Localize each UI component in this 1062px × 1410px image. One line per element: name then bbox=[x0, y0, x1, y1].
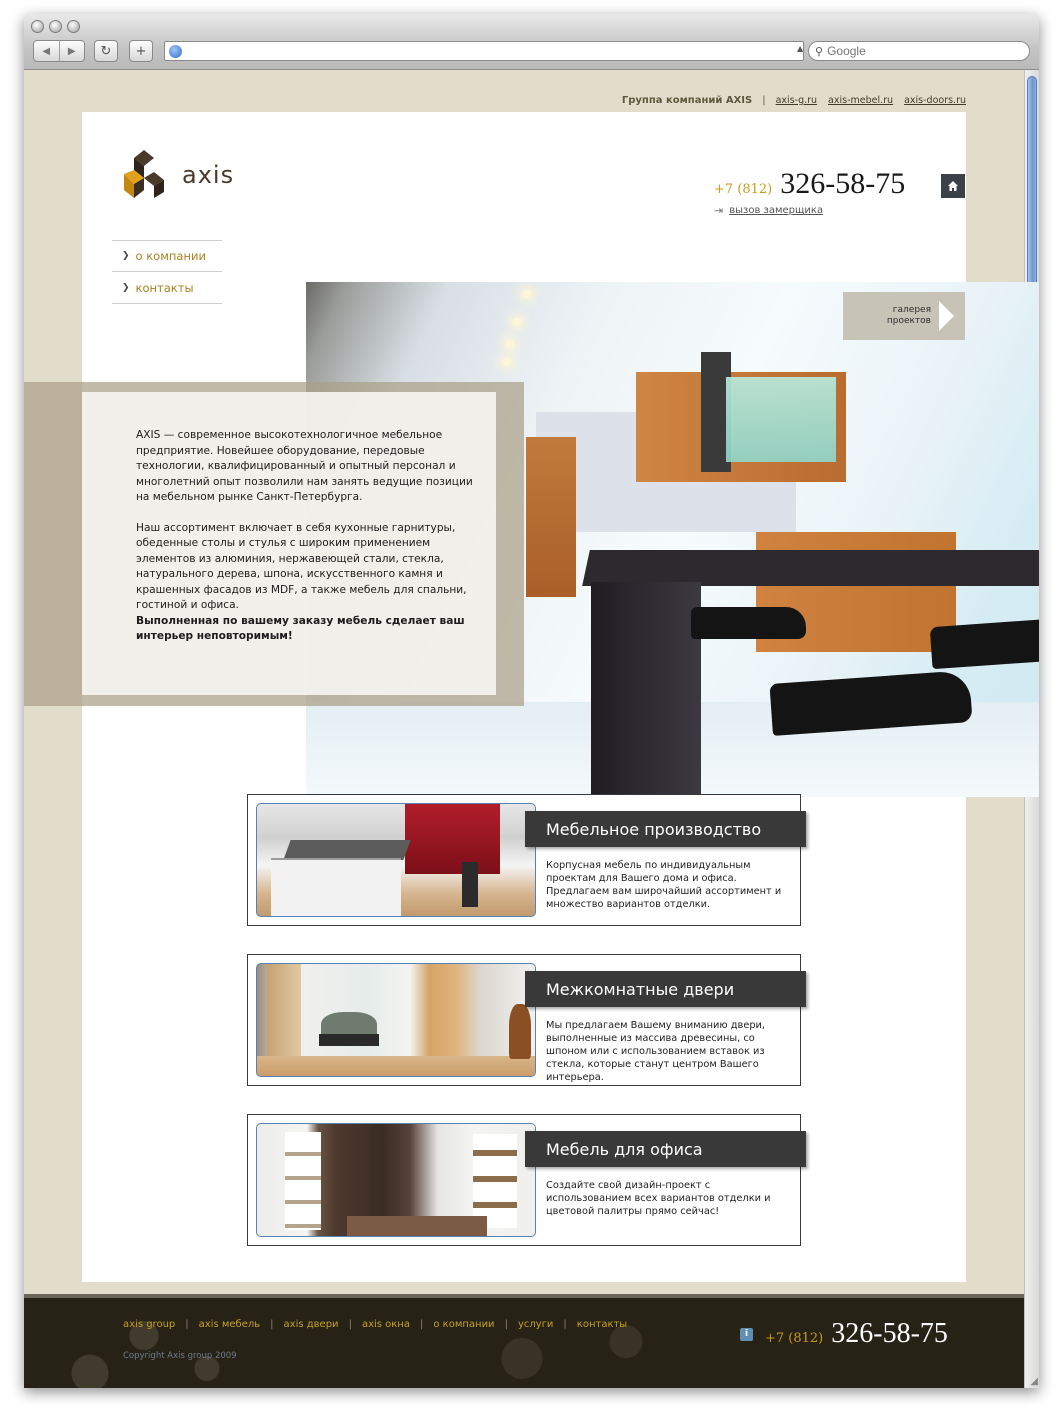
card-office[interactable] bbox=[247, 1114, 801, 1246]
home-button[interactable] bbox=[941, 174, 965, 198]
gallery-label-line2: проектов bbox=[886, 316, 931, 326]
search-input[interactable] bbox=[827, 44, 1007, 58]
add-bookmark-button[interactable]: + bbox=[129, 40, 153, 62]
footer-link-axis-doors[interactable]: axis двери bbox=[283, 1319, 339, 1330]
gallery-projects-button[interactable] bbox=[843, 292, 965, 340]
link-axis-mebel[interactable]: axis-mebel.ru bbox=[828, 95, 894, 106]
card-doors[interactable] bbox=[247, 954, 801, 1086]
footer-link-about[interactable]: о компании bbox=[433, 1319, 495, 1330]
menu-item-label: контакты bbox=[135, 280, 194, 295]
logo[interactable] bbox=[122, 150, 234, 200]
footer bbox=[24, 1294, 1024, 1388]
card-title[interactable]: Межкомнатные двери bbox=[525, 971, 806, 1007]
globe-icon bbox=[169, 45, 182, 58]
footer-link-axis-windows[interactable]: axis окна bbox=[361, 1319, 410, 1330]
furniture-photo bbox=[256, 803, 536, 917]
footer-link-contacts[interactable]: контакты bbox=[576, 1319, 628, 1330]
minimize-window-button[interactable] bbox=[49, 20, 62, 33]
intro-panel bbox=[82, 392, 496, 695]
intro-assortment: Наш ассортимент включает в себя кухонные гарнитуры, обеденные столы и стулья с широким применением элементов из алюминия, нержавеющей стали, стекла, натурального дерева, шпона, искусственного камня и крашенных фасадов из MDF, а также мебель для спальни, гостиной и офиса. bbox=[136, 521, 467, 611]
footer-separator: | bbox=[504, 1319, 508, 1330]
chevron-right-icon: ❯ bbox=[122, 251, 130, 261]
menu-item-about[interactable] bbox=[112, 240, 222, 272]
ornament-decoration bbox=[54, 1298, 234, 1388]
footer-phone bbox=[740, 1318, 948, 1350]
callback-link[interactable]: вызов замерщика bbox=[729, 205, 824, 216]
axis-logo-icon bbox=[122, 150, 170, 200]
header-phone bbox=[714, 167, 905, 201]
phone-code: +7 (812) bbox=[714, 182, 773, 197]
menu-item-label: о компании bbox=[135, 249, 206, 263]
footer-link-services[interactable]: услуги bbox=[517, 1319, 554, 1330]
doors-photo bbox=[256, 963, 536, 1077]
footer-separator: | bbox=[563, 1319, 567, 1330]
intro-closing: Выполненная по вашему заказу мебель сделает ваш интерьер неповторимым! bbox=[136, 614, 465, 642]
footer-link-axis-mebel[interactable]: axis мебель bbox=[198, 1319, 261, 1330]
card-furniture[interactable] bbox=[247, 794, 801, 926]
footer-phone-number: 326-58-75 bbox=[831, 1318, 948, 1349]
callback-link-row[interactable] bbox=[714, 204, 823, 217]
card-title[interactable]: Мебель для офиса bbox=[525, 1131, 806, 1167]
footer-separator: | bbox=[185, 1319, 189, 1330]
intro-lead: AXIS — современное высокотехнологичное мебельное предприятие. Новейшее оборудование, передовые технологии, квалифицированный и опытный персонал и многолетний опыт позволили нам занять ведущие позиции на мебельном рынке Санкт-Петербурга. bbox=[136, 429, 473, 503]
search-field[interactable] bbox=[808, 41, 1030, 61]
link-axis-g[interactable]: axis-g.ru bbox=[775, 95, 818, 106]
address-dropdown-icon[interactable]: ▲ bbox=[797, 44, 804, 53]
web-page bbox=[24, 70, 1024, 1388]
back-button[interactable]: ◀ bbox=[34, 41, 60, 61]
exit-arrow-icon: ⇥ bbox=[714, 204, 724, 217]
side-menu bbox=[112, 240, 222, 304]
phone-number: 326-58-75 bbox=[780, 167, 906, 200]
link-axis-doors[interactable]: axis-doors.ru bbox=[904, 95, 966, 106]
footer-separator: | bbox=[348, 1319, 352, 1330]
back-forward-buttons bbox=[33, 40, 85, 62]
footer-nav bbox=[123, 1319, 627, 1330]
zoom-window-button[interactable] bbox=[67, 20, 80, 33]
office-photo bbox=[256, 1123, 536, 1237]
group-label: Группа компаний AXIS bbox=[621, 95, 753, 106]
card-title[interactable]: Мебельное производство bbox=[525, 811, 806, 847]
search-icon: ⚲ bbox=[815, 44, 824, 58]
info-icon[interactable]: i bbox=[740, 1328, 753, 1341]
footer-link-axis-group[interactable]: axis group bbox=[123, 1319, 176, 1330]
play-arrow-icon bbox=[939, 301, 954, 331]
reload-button[interactable]: ↻ bbox=[94, 40, 118, 62]
resize-grip-icon[interactable]: ◢ bbox=[1030, 1376, 1038, 1387]
forward-button[interactable]: ▶ bbox=[67, 45, 76, 57]
close-window-button[interactable] bbox=[31, 20, 44, 33]
menu-item-contacts[interactable] bbox=[112, 272, 222, 304]
address-bar[interactable] bbox=[164, 41, 804, 61]
browser-toolbar bbox=[24, 14, 1039, 70]
footer-phone-code: +7 (812) bbox=[765, 1331, 824, 1346]
chevron-right-icon: ❯ bbox=[122, 282, 130, 293]
browser-window bbox=[24, 14, 1039, 1388]
home-icon bbox=[947, 180, 959, 192]
card-description: Корпусная мебель по индивидуальным проектам для Вашего дома и офиса. Предлагаем вам широчайший ассортимент и множество вариантов отделки. bbox=[546, 860, 782, 910]
footer-separator: | bbox=[419, 1319, 424, 1330]
gallery-label-line1: галерея bbox=[892, 305, 931, 315]
card-description: Мы предлагаем Вашему вниманию двери, выполненные из массива древесины, со шпоном или с использованием вставок из стекла, которые станут центром Вашего интерьера. bbox=[546, 1020, 766, 1083]
logo-text: axis bbox=[182, 161, 235, 189]
card-description: Создайте свой дизайн-проект с использованием всех вариантов отделки и цветовой палитры прямо сейчас! bbox=[546, 1180, 771, 1217]
topbar-separator: | bbox=[762, 95, 766, 106]
gallery-label bbox=[843, 305, 939, 327]
footer-separator: | bbox=[270, 1319, 274, 1330]
group-links-bar bbox=[622, 95, 966, 106]
copyright: Copyright Axis group 2009 bbox=[123, 1351, 237, 1361]
